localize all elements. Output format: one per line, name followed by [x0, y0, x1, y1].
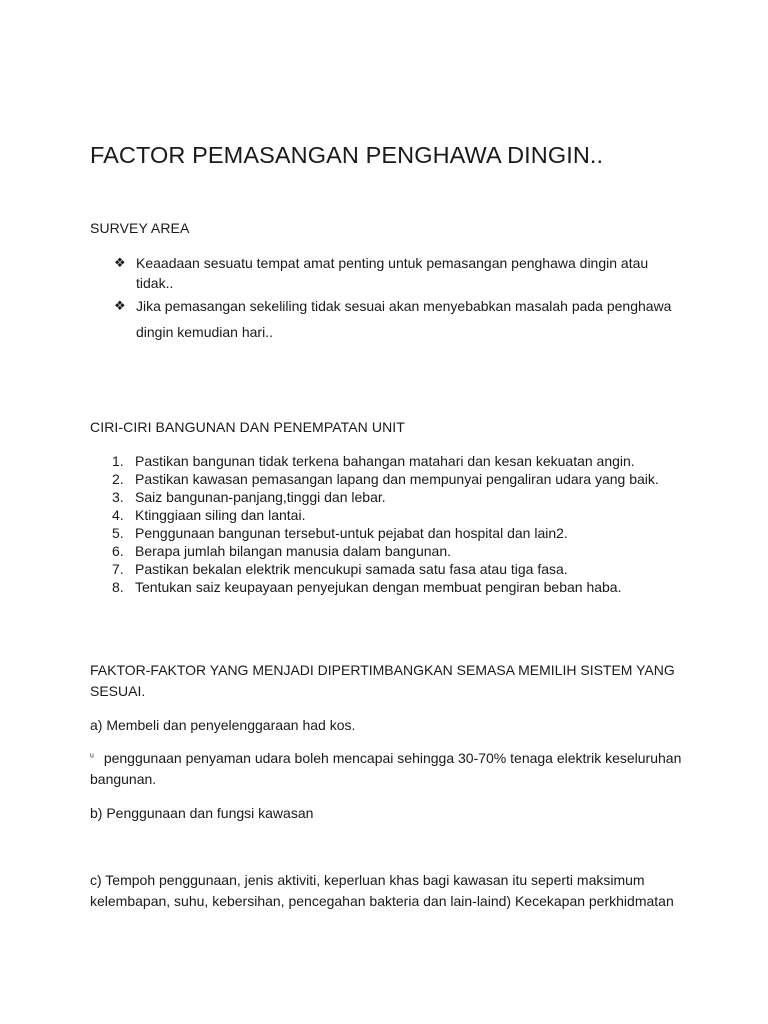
bullet-text: Jika pemasangan sekeliling tidak sesuai akan menyebabkan masalah pada penghawa dingin kemudian hari..: [136, 298, 672, 340]
item-text: Pastikan bekalan elektrik mencukupi samada satu fasa atau tiga fasa.: [135, 561, 568, 577]
faktor-note: [90, 748, 690, 789]
list-item: [108, 542, 688, 560]
item-text: Tentukan saiz keupayaan penyejukan dengan membuat pengiran beban haba.: [135, 579, 622, 595]
list-item: [114, 253, 674, 293]
page-title: FACTOR PEMASANGAN PENGHAWA DINGIN..: [90, 142, 604, 168]
item-text: Pastikan kawasan pemasangan lapang dan mempunyai pengaliran udara yang baik.: [135, 471, 659, 487]
item-number: 3.: [112, 489, 124, 505]
ciri-numbered-list: [108, 452, 688, 596]
faktor-item-c: c) Tempoh penggunaan, jenis aktiviti, keperluan khas bagi kawasan itu seperti maksimum kelembapan, suhu, kebersihan, pencegahan bakteria dan lain-laind) Kecekapan perkhidmatan: [90, 872, 674, 909]
item-number: 1.: [112, 453, 124, 469]
item-text: Penggunaan bangunan tersebut-untuk pejabat dan hospital dan lain2.: [135, 525, 568, 541]
faktor-item-a: a) Membeli dan penyelenggaraan had kos.: [90, 717, 356, 733]
item-text: Berapa jumlah bilangan manusia dalam bangunan.: [135, 543, 451, 559]
survey-bullet-list: [114, 253, 674, 345]
diamond-bullet-icon: ❖: [114, 255, 126, 270]
faktor-heading: FAKTOR-FAKTOR YANG MENJADI DIPERTIMBANGKAN SEMASA MEMILIH SISTEM YANG SESUAI.: [90, 662, 675, 699]
item-number: 8.: [112, 579, 124, 595]
list-item: [108, 524, 688, 542]
list-item: [108, 506, 688, 524]
item-number: 4.: [112, 507, 124, 523]
ciri-heading: CIRI-CIRI BANGUNAN DAN PENEMPATAN UNIT: [90, 419, 405, 435]
note-symbol-icon: ᵘ: [90, 752, 94, 763]
item-text: Ktinggiaan siling dan lantai.: [135, 507, 306, 523]
survey-heading: SURVEY AREA: [90, 220, 190, 236]
list-item: [108, 560, 688, 578]
bullet-text: Keaadaan sesuatu tempat amat penting untuk pemasangan penghawa dingin atau tidak..: [136, 255, 649, 291]
item-text: Saiz bangunan-panjang,tinggi dan lebar.: [135, 489, 386, 505]
list-item: [108, 452, 688, 470]
list-item: [108, 488, 688, 506]
list-item: [114, 293, 674, 345]
item-number: 6.: [112, 543, 124, 559]
diamond-bullet-icon: ❖: [114, 298, 126, 313]
faktor-item-b: b) Penggunaan dan fungsi kawasan: [90, 805, 314, 821]
list-item: [108, 470, 688, 488]
list-item: [108, 578, 688, 596]
item-number: 7.: [112, 561, 124, 577]
note-text: penggunaan penyaman udara boleh mencapai sehingga 30-70% tenaga elektrik keseluruhan bangunan.: [90, 750, 682, 787]
item-number: 5.: [112, 525, 124, 541]
item-number: 2.: [112, 471, 124, 487]
item-text: Pastikan bangunan tidak terkena bahangan matahari dan kesan kekuatan angin.: [135, 453, 635, 469]
